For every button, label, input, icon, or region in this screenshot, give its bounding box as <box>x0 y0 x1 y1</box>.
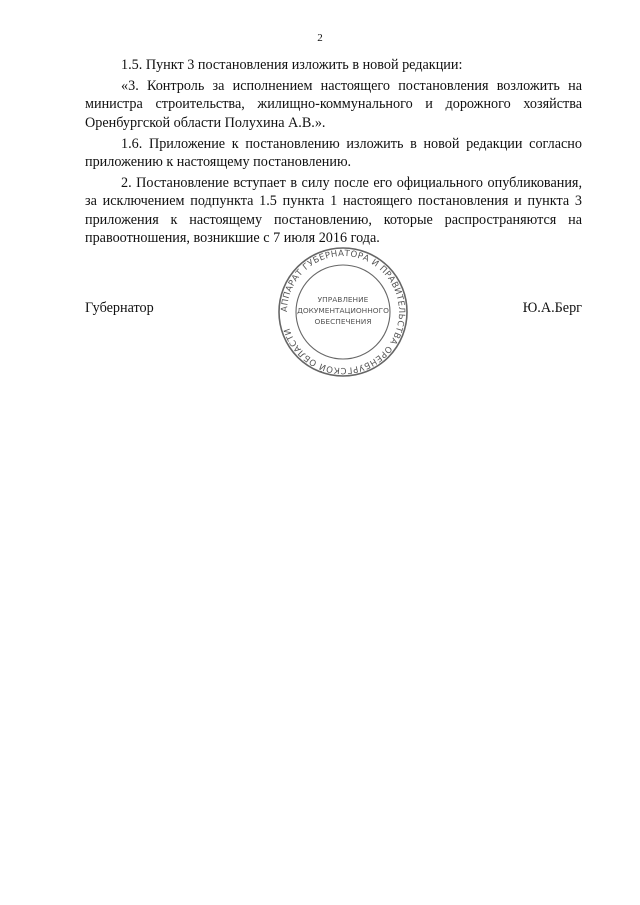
seal-line-1: УПРАВЛЕНИЕ <box>317 295 369 304</box>
page-number: 2 <box>317 32 323 44</box>
seal-line-3: ОБЕСПЕЧЕНИЯ <box>314 317 372 326</box>
paragraph-1-6: 1.6. Приложение к постановлению изложить в новой редакции согласно приложению к настоящему постановлению. <box>85 135 582 171</box>
paragraph-quote-3: «3. Контроль за исполнением настоящего постановления возложить на министра строительства, жилищно-коммунального и дорожного хозяйства Оренбургской области Полухина А.В.». <box>85 78 582 131</box>
seal-line-2: ДОКУМЕНТАЦИОННОГО <box>297 306 389 315</box>
signer-title: Губернатор <box>85 300 154 316</box>
seal-outer-text: АППАРАТ ГУБЕРНАТОРА И ПРАВИТЕЛЬСТВА ОРЕНБУРГСКОЙ ОБЛАСТИ <box>279 248 407 376</box>
official-seal <box>275 244 411 380</box>
paragraph-2: 2. Постановление вступает в силу после его официального опубликования, за исключением подпункта 1.5 пункта 1 настоящего постановления и пункта 3 приложения к настоящему постановлению, которые распространяются на правоотношения, возникшие с 7 июля 2016 года. <box>85 175 582 246</box>
paragraph-1-5: 1.5. Пункт 3 постановления изложить в новой редакции: <box>121 57 463 73</box>
document-body <box>85 56 582 247</box>
signer-name: Ю.А.Берг <box>522 300 582 316</box>
